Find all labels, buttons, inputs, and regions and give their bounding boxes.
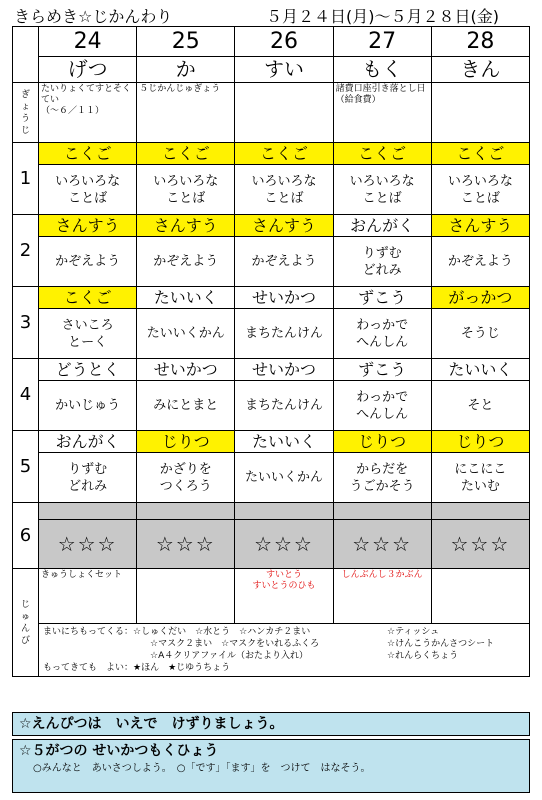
subject-cell: じりつ [137, 431, 235, 453]
subject-cell: じりつ [431, 431, 529, 453]
subject-cell: せいかつ [235, 287, 333, 309]
items-row [13, 624, 530, 677]
content-cell: りずむ どれみ [333, 237, 431, 287]
pencil-note: ☆えんぴつは いえで けずりましょう。 [12, 712, 530, 736]
period-3-content-row [13, 309, 530, 359]
event-cell: 諸費口座引き落とし日（給食費） [333, 83, 431, 143]
period-1-subject-row [13, 143, 530, 165]
period-6-row [13, 503, 530, 569]
subject-cell: ずこう [333, 287, 431, 309]
goal-title: ☆５がつの せいかつもくひょう [19, 743, 219, 759]
subject-cell: こくご [235, 143, 333, 165]
period-3-subject-row [13, 287, 530, 309]
period-number: 5 [13, 431, 39, 503]
period-number: 1 [13, 143, 39, 215]
stars: ☆☆☆ [334, 519, 431, 568]
schedule-header [14, 4, 534, 26]
content-cell: わっかで へんしん [333, 309, 431, 359]
period-1-content-row [13, 165, 530, 215]
day-date: 25 [137, 27, 235, 57]
content-cell: いろいろな ことば [431, 165, 529, 215]
subject-cell: たいいく [137, 287, 235, 309]
subject-cell: せいかつ [137, 359, 235, 381]
period-6-cell [431, 503, 529, 569]
subject-cell: こくご [39, 287, 137, 309]
content-cell: かいじゅう [39, 381, 137, 431]
day-of-week: すい [235, 57, 333, 83]
monthly-goal [12, 739, 530, 793]
subject-cell: じりつ [333, 431, 431, 453]
goal-text: ○みんなと あいさつしよう。 ○「です」「ます」を つけて はなそう。 [33, 763, 371, 774]
items-line: もってきても よい：★ほん ★じゆうちょう [43, 663, 231, 673]
content-cell: かぞえよう [431, 237, 529, 287]
content-cell: わっかで へんしん [333, 381, 431, 431]
events-row [13, 83, 530, 143]
event-cell [235, 83, 333, 143]
items-line: ☆けんこうかんさつシート [387, 639, 495, 649]
content-cell: いろいろな ことば [39, 165, 137, 215]
items-line: ☆マスク２まい ☆マスクをいれるふくろ [150, 639, 320, 649]
content-cell: にこにこ たいむ [431, 453, 529, 503]
period-6-cell [235, 503, 333, 569]
subject-cell: どうとく [39, 359, 137, 381]
period-4-subject-row [13, 359, 530, 381]
stars: ☆☆☆ [235, 519, 332, 568]
content-cell: まちたんけん [235, 309, 333, 359]
subject-cell: こくご [39, 143, 137, 165]
date-row [13, 27, 530, 57]
day-date: 26 [235, 27, 333, 57]
schedule-title: きらめき☆じかんわり [14, 7, 173, 26]
event-cell [431, 83, 529, 143]
date-range: ５月２４日(月)～５月２８日(金) [266, 7, 499, 26]
preparation-cell [137, 569, 235, 624]
events-label: ぎ ょ う じ [13, 83, 39, 143]
subject-cell: たいいく [235, 431, 333, 453]
subject-cell: さんすう [431, 215, 529, 237]
period-6-cell [137, 503, 235, 569]
preparation-cell [431, 569, 529, 624]
preparation-cell: きゅうしょくセット [39, 569, 137, 624]
period-2-subject-row [13, 215, 530, 237]
preparation-label: じ ゅ ん び [13, 569, 39, 677]
subject-cell: せいかつ [235, 359, 333, 381]
subject-cell: さんすう [137, 215, 235, 237]
period-5-subject-row [13, 431, 530, 453]
period-5-content-row [13, 453, 530, 503]
period-number: 3 [13, 287, 39, 359]
subject-cell: こくご [431, 143, 529, 165]
period-number: 4 [13, 359, 39, 431]
subject-cell: さんすう [235, 215, 333, 237]
period-6-cell [333, 503, 431, 569]
preparation-cell: しんぶんし３かぶん [333, 569, 431, 624]
content-cell: かぞえよう [39, 237, 137, 287]
preparation-row [13, 569, 530, 624]
content-cell: まちたんけん [235, 381, 333, 431]
stars: ☆☆☆ [39, 519, 136, 568]
content-cell: さいころ とーく [39, 309, 137, 359]
items-line: ☆れんらくちょう [387, 651, 459, 661]
content-cell: いろいろな ことば [137, 165, 235, 215]
content-cell: たいいくかん [235, 453, 333, 503]
content-cell: いろいろな ことば [333, 165, 431, 215]
content-cell: からだを うごかそう [333, 453, 431, 503]
subject-cell: こくご [137, 143, 235, 165]
content-cell: かざりを つくろう [137, 453, 235, 503]
content-cell: そうじ [431, 309, 529, 359]
period-number: 6 [13, 503, 39, 569]
subject-cell: おんがく [333, 215, 431, 237]
preparation-cell: すいとう すいとうのひも [235, 569, 333, 624]
weekday-row [13, 57, 530, 83]
subject-cell: おんがく [39, 431, 137, 453]
items-line: まいにちもってくる：☆しゅくだい ☆水とう ☆ハンカチ２まい [43, 627, 311, 637]
items-line: ☆A４クリアファイル（おたより入れ） [150, 651, 309, 661]
content-cell: みにとまと [137, 381, 235, 431]
day-date: 28 [431, 27, 529, 57]
subject-cell: こくご [333, 143, 431, 165]
day-of-week: きん [431, 57, 529, 83]
stars: ☆☆☆ [137, 519, 234, 568]
period-number: 2 [13, 215, 39, 287]
content-cell: いろいろな ことば [235, 165, 333, 215]
day-date: 27 [333, 27, 431, 57]
day-of-week: もく [333, 57, 431, 83]
subject-cell: たいいく [431, 359, 529, 381]
content-cell: かぞえよう [235, 237, 333, 287]
content-cell: りずむ どれみ [39, 453, 137, 503]
period-4-content-row [13, 381, 530, 431]
day-of-week: げつ [39, 57, 137, 83]
corner-cell [13, 27, 39, 83]
period-6-cell [39, 503, 137, 569]
event-cell: ５じかんじゅぎょう [137, 83, 235, 143]
items-line: ☆ティッシュ [387, 627, 440, 637]
timetable [12, 26, 530, 677]
day-of-week: か [137, 57, 235, 83]
notes-section [12, 712, 530, 793]
items-to-bring [39, 624, 530, 677]
subject-cell: さんすう [39, 215, 137, 237]
event-cell: たいりょくてすとそくてい （～６／１１） [39, 83, 137, 143]
content-cell: そと [431, 381, 529, 431]
subject-cell: がっかつ [431, 287, 529, 309]
subject-cell: ずこう [333, 359, 431, 381]
period-2-content-row [13, 237, 530, 287]
content-cell: かぞえよう [137, 237, 235, 287]
content-cell: たいいくかん [137, 309, 235, 359]
day-date: 24 [39, 27, 137, 57]
stars: ☆☆☆ [432, 519, 529, 568]
